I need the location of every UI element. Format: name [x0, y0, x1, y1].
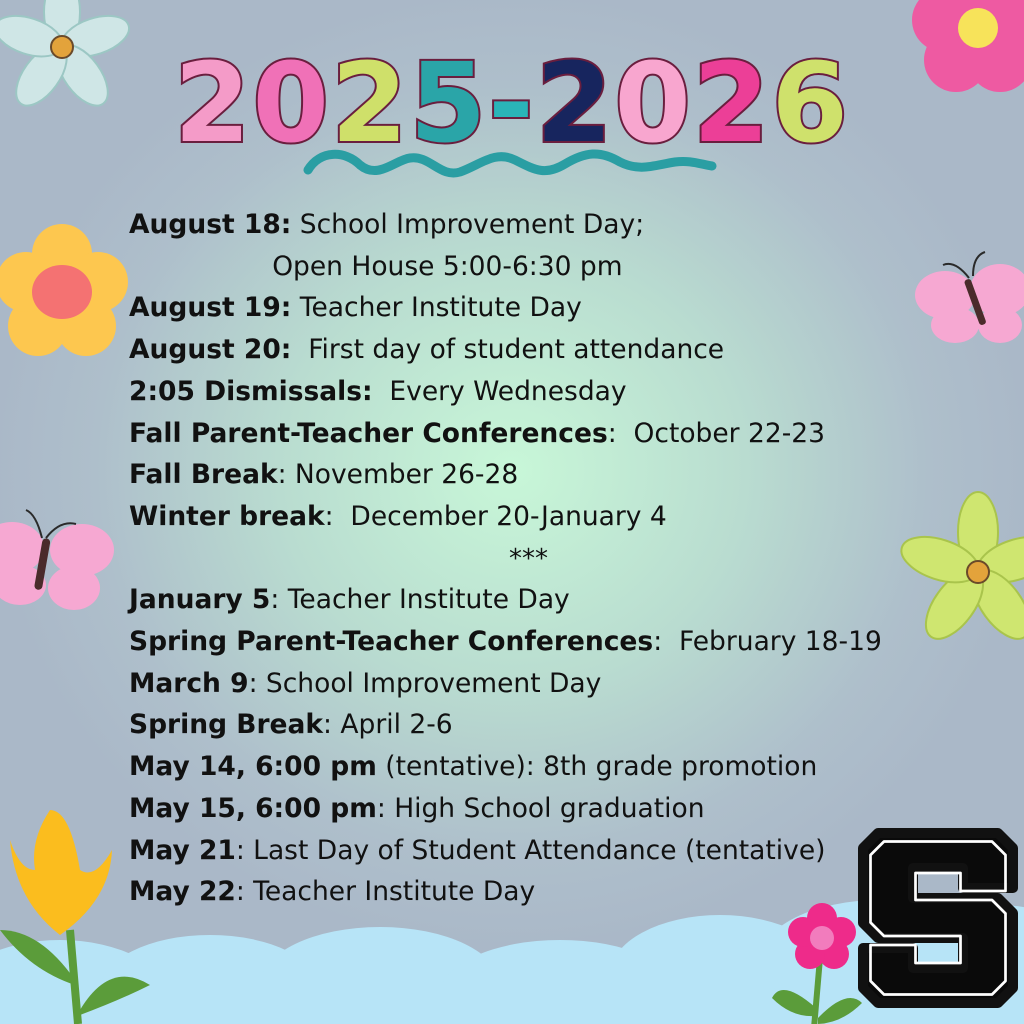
title-character: 5 — [409, 39, 489, 167]
butterfly-icon — [0, 510, 114, 610]
entry-date: May 14, 6:00 pm — [129, 751, 377, 783]
entry-date: Spring Break — [129, 709, 324, 741]
calendar-entry — [129, 249, 623, 285]
entry-date: August 19: — [129, 292, 292, 324]
calendar-entry — [129, 791, 705, 827]
entry-description: : October 22-23 — [607, 417, 825, 449]
calendar-entry — [129, 707, 453, 743]
title-character: 2 — [692, 39, 772, 167]
calendar-entry — [129, 290, 582, 326]
calendar-entry — [129, 582, 570, 618]
entry-description: : November 26-28 — [277, 459, 519, 491]
calendar-entry — [129, 457, 518, 493]
title-character: 2 — [535, 39, 615, 167]
entry-description: : Teacher Institute Day — [270, 584, 570, 616]
entry-description: Teacher Institute Day — [291, 292, 582, 324]
entry-description: : April 2-6 — [323, 709, 453, 741]
title-character: 6 — [771, 39, 851, 167]
entry-date: May 22 — [129, 876, 236, 908]
entry-date: August 20: — [129, 334, 292, 366]
entry-description: : Teacher Institute Day — [235, 876, 536, 908]
entry-date: August 18: — [129, 209, 292, 240]
divider-stars: *** — [509, 543, 548, 574]
butterfly-icon — [915, 252, 1024, 343]
entry-description: First day of student attendance — [291, 334, 725, 366]
entry-date: May 15, 6:00 pm — [129, 792, 377, 824]
entry-description: : December 20-January 4 — [324, 500, 667, 532]
entry-date: Fall Parent-Teacher Conferences — [129, 417, 608, 449]
entry-date: Winter break — [129, 500, 325, 532]
calendar-entry — [129, 207, 644, 243]
entry-date: May 21 — [129, 834, 236, 866]
flower-icon — [896, 492, 1024, 648]
page-title — [0, 28, 1024, 178]
title-character: 2 — [173, 39, 253, 167]
entry-date: Spring Parent-Teacher Conferences — [129, 626, 654, 657]
calendar-entry — [129, 874, 535, 910]
entry-date: 2:05 Dismissals: — [129, 375, 373, 407]
calendar-entry — [129, 749, 817, 785]
calendar-entry — [129, 332, 724, 368]
entry-description: : February 18-19 — [653, 626, 882, 657]
entry-description: : School Improvement Day — [248, 667, 602, 699]
title-character: 0 — [252, 39, 332, 167]
school-logo — [863, 833, 1013, 1003]
entry-description: Every Wednesday — [372, 375, 627, 407]
entry-description: Open House 5:00-6:30 pm — [129, 250, 623, 282]
entry-date: Fall Break — [129, 459, 278, 491]
calendar-entry — [129, 416, 825, 452]
entry-description: (tentative): 8th grade promotion — [376, 751, 818, 783]
entry-description: School Improvement Day; — [291, 209, 645, 240]
entry-description: : Last Day of Student Attendance (tentative) — [235, 834, 826, 866]
calendar-entry — [129, 624, 882, 660]
title-character: 0 — [614, 39, 693, 167]
entry-date: January 5 — [129, 584, 271, 616]
entry-description: : High School graduation — [376, 792, 705, 824]
entry-date: March 9 — [129, 667, 249, 699]
calendar-entry — [129, 666, 601, 702]
calendar-entry — [129, 374, 627, 410]
flower-icon — [0, 224, 128, 356]
title-character: - — [488, 39, 536, 167]
calendar-entry — [129, 833, 826, 869]
calendar-entry — [129, 499, 667, 535]
title-character: 2 — [331, 39, 410, 167]
